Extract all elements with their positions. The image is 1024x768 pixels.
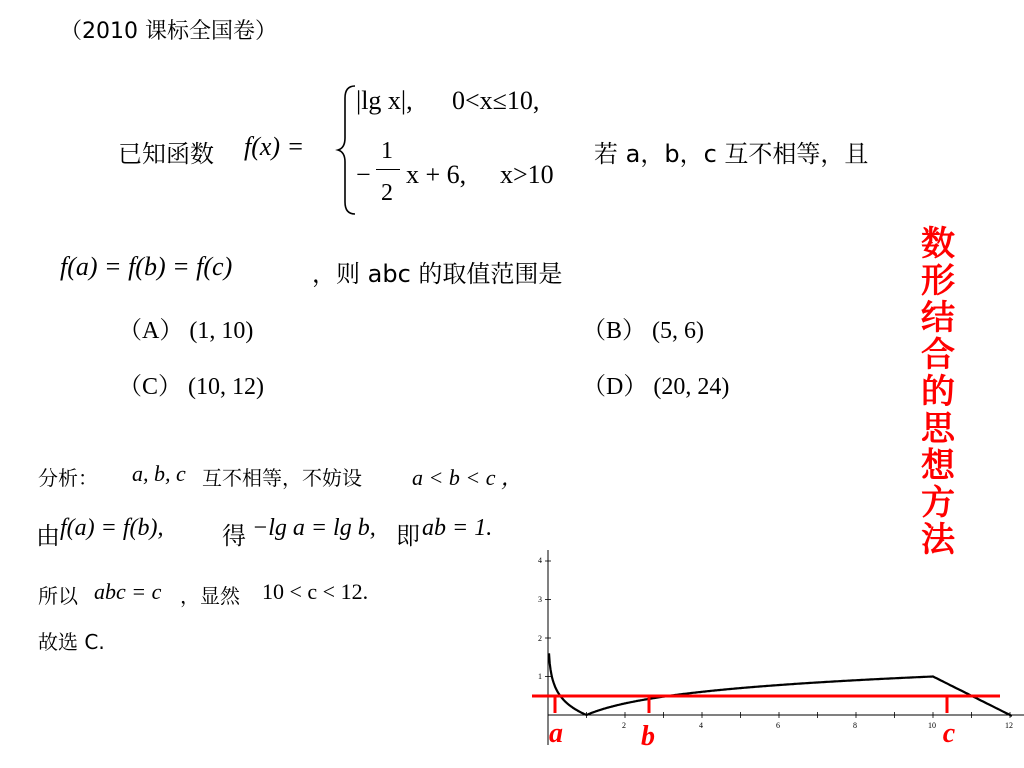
marker-label-a: a (549, 718, 563, 749)
equal-values-expression: f(a) = f(b) = f(c) (60, 252, 233, 281)
analysis-step3-range: 10 < c < 12. (262, 579, 369, 604)
case2-expression: x + 6, (406, 160, 467, 189)
analysis-step3-label: 所以 (38, 584, 78, 608)
y-tick-label-2: 2 (538, 634, 542, 643)
problem-source: （2010 课标全国卷） (60, 19, 277, 44)
x-tick-label-4: 4 (699, 721, 703, 730)
analysis-label: 分析： (38, 466, 98, 490)
case2-denominator: 2 (381, 180, 393, 206)
marker-label-b: b (641, 721, 655, 752)
y-tick-label-1: 1 (538, 672, 542, 681)
x-tick-label-2: 2 (622, 721, 626, 730)
case2-numerator: 1 (381, 138, 393, 164)
x-tick-label-8: 8 (853, 721, 857, 730)
analysis-step2-ji: 即 (396, 522, 420, 550)
function-name: f(x) = (244, 132, 305, 161)
option-c: （C） (10, 12) (118, 374, 264, 400)
analysis-variables: a, b, c (132, 461, 186, 486)
x-tick-label-6: 6 (776, 721, 780, 730)
analysis-step2-log: −lg a = lg b, (252, 515, 376, 541)
analysis-answer: 故选 C. (38, 630, 105, 654)
method-note: 数形结合的思想方法 (921, 224, 955, 560)
option-a: （A） (1, 10) (118, 318, 254, 344)
analysis-step2-you: 由 (36, 522, 60, 550)
function-curve (549, 653, 1012, 716)
analysis-step2-equation: f(a) = f(b), (60, 515, 164, 541)
x-tick-label-12: 12 (1005, 721, 1013, 730)
analysis-text: 互不相等，不妨设 (202, 466, 362, 490)
lead-text: 已知函数 (118, 140, 214, 168)
option-d: （D） (20, 24) (582, 374, 730, 400)
case1-expression: |lg x|, (356, 86, 413, 115)
analysis-step3-expr: abc = c (94, 579, 162, 604)
fraction-bar (376, 169, 400, 170)
analysis-step3-text: ，显然 (180, 584, 240, 608)
y-tick-label-3: 3 (538, 595, 542, 604)
analysis-step2-result: ab = 1. (422, 515, 493, 541)
case1-condition: 0<x≤10, (452, 86, 540, 115)
case2-negative-sign: − (356, 160, 371, 189)
analysis-inequality: a < b < c ， (412, 465, 523, 490)
y-tick-label-4: 4 (538, 556, 542, 565)
function-graph (520, 545, 1024, 768)
question-text: ，则 abc 的取值范围是 (312, 260, 563, 288)
condition-text: 若 a，b，c 互不相等，且 (594, 140, 869, 168)
marker-label-c: c (942, 718, 956, 749)
x-tick-label-10: 10 (928, 721, 936, 730)
case2-condition: x>10 (500, 160, 554, 189)
option-b: （B） (5, 6) (582, 318, 704, 344)
analysis-step2-de: 得 (222, 522, 246, 550)
